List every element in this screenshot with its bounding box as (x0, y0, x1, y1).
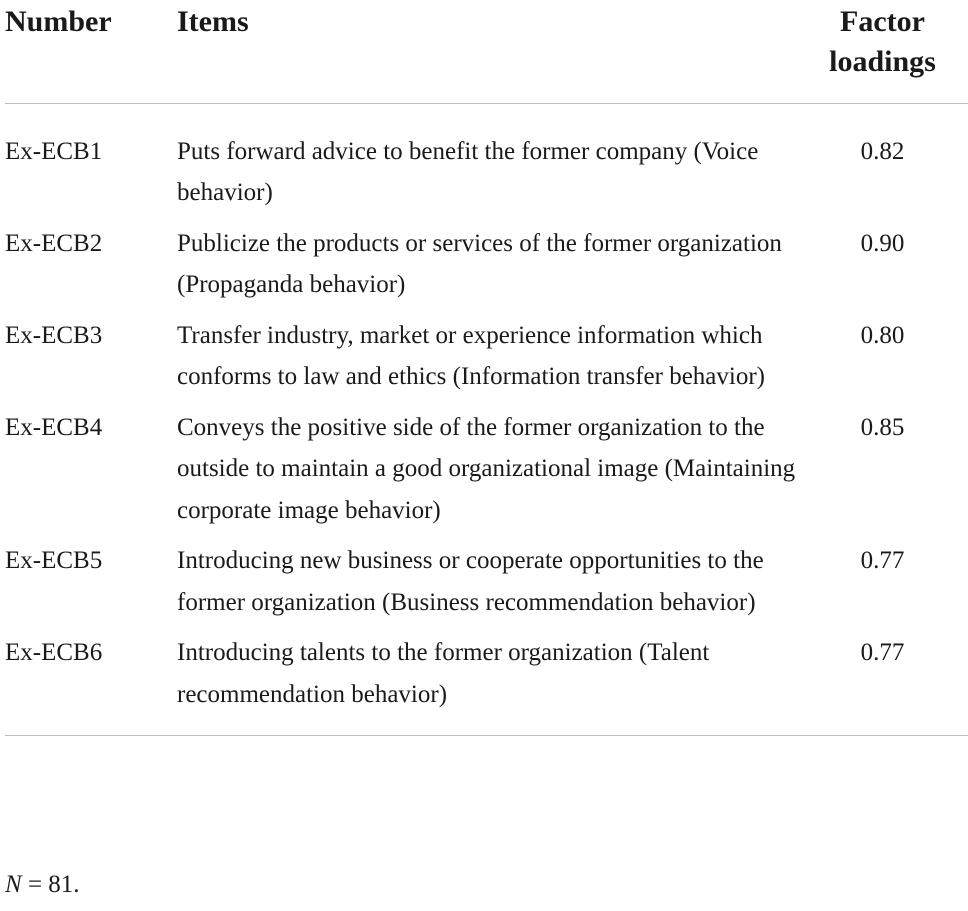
row-loading: 0.90 (860, 229, 905, 257)
footnote-text: = 81. (21, 871, 80, 898)
row-number: Ex-ECB2 (5, 229, 103, 257)
row-number: Ex-ECB3 (5, 321, 103, 349)
row-number: Ex-ECB6 (5, 632, 177, 736)
table-row (5, 103, 968, 223)
row-loading: 0.77 (860, 547, 905, 574)
row-item: Conveys the positive side of the former organization to the outside to maintain a good organizational image (Maintaining corporate image behavior) (177, 413, 796, 524)
header-number: Number (5, 0, 177, 103)
footnote-variable: N (5, 871, 22, 898)
row-loading: 0.80 (860, 321, 905, 349)
row-item: Transfer industry, market or experience information which conforms to law and ethics (Information transfer behavior) (177, 321, 765, 390)
header-row (5, 0, 968, 103)
table-body (5, 103, 968, 736)
row-loading: 0.85 (860, 413, 905, 441)
row-item: Introducing new business or cooperate opportunities to the former organization (Business recommendation behavior) (177, 547, 764, 616)
table-row (5, 407, 968, 541)
table-footnote (5, 870, 80, 900)
factor-loadings-table (5, 0, 968, 736)
row-item: Publicize the products or services of the former organization (Propaganda behavior) (177, 229, 782, 298)
header-factor-loadings: Factor loadings (797, 0, 968, 103)
row-number: Ex-ECB5 (5, 547, 103, 574)
row-item: Puts forward advice to benefit the former company (Voice behavior) (177, 137, 759, 206)
row-item: Introducing talents to the former organization (Talent recommendation behavior) (177, 632, 797, 736)
table-row (5, 223, 968, 315)
table-row (5, 540, 968, 632)
row-number: Ex-ECB4 (5, 413, 103, 441)
header-items: Items (177, 0, 797, 103)
table-row (5, 632, 968, 736)
row-loading: 0.82 (860, 137, 905, 165)
row-number: Ex-ECB1 (5, 137, 103, 165)
row-loading: 0.77 (797, 632, 968, 736)
table-header (5, 0, 968, 103)
table-row (5, 315, 968, 407)
